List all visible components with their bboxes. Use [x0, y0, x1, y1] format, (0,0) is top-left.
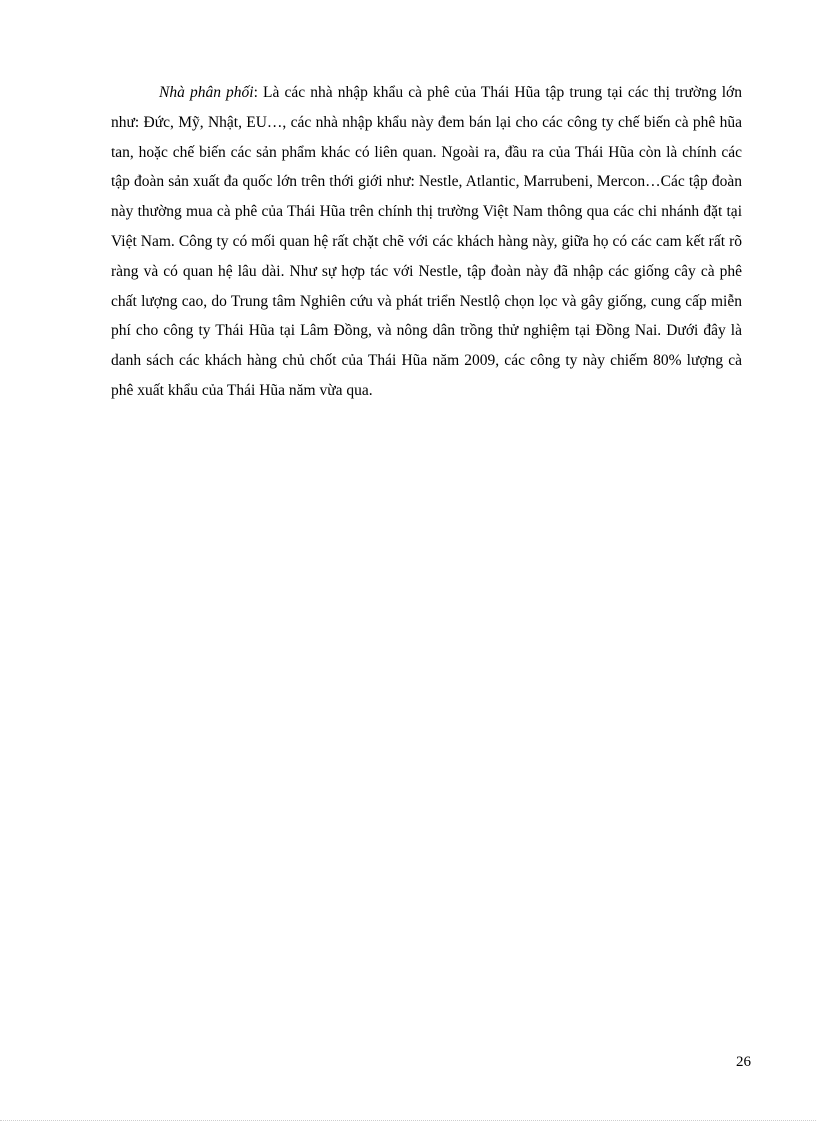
paragraph-lead-label: Nhà phân phối: [159, 84, 254, 101]
paragraph-body-text: : Là các nhà nhập khẩu cà phê của Thái Hũa tập trung tại các thị trường lớn như: Đức, Mỹ, Nhật, EU…, các nhà nhập khẩu này đem bán lại cho các công ty chế biến cà phê hũa tan, hoặc chế biến các sản phẩm khác có liên quan. Ngoài ra, đầu ra của Thái Hũa còn là chính các tập đoàn sản xuất đa quốc lớn trên thới giới như: Nestle, Atlantic, Marrubeni, Mercon…Các tập đoàn này thường mua cà phê của Thái Hũa trên chính thị trường Việt Nam thông qua các chi nhánh đặt tại Việt Nam. Công ty có mối quan hệ rất chặt chẽ với các khách hàng này, giữa họ có các cam kết rất rõ ràng và có quan hệ lâu dài. Như sự hợp tác với Nestle, tập đoàn này đã nhập các giống cây cà phê chất lượng cao, do Trung tâm Nghiên cứu và phát triển Nestlộ chọn lọc và gây giống, cung cấp miễn phí cho công ty Thái Hũa tại Lâm Đồng, và nông dân trồng thử nghiệm tại Đồng Nai. Dưới đây là danh sách các khách hàng chủ chốt của Thái Hũa năm 2009, các công ty này chiếm 80% lượng cà phê xuất khẩu của Thái Hũa năm vừa qua.: [111, 84, 742, 399]
body-paragraph: [111, 78, 742, 406]
page-bottom-border: [0, 1120, 816, 1121]
page-number: 26: [736, 1054, 751, 1070]
